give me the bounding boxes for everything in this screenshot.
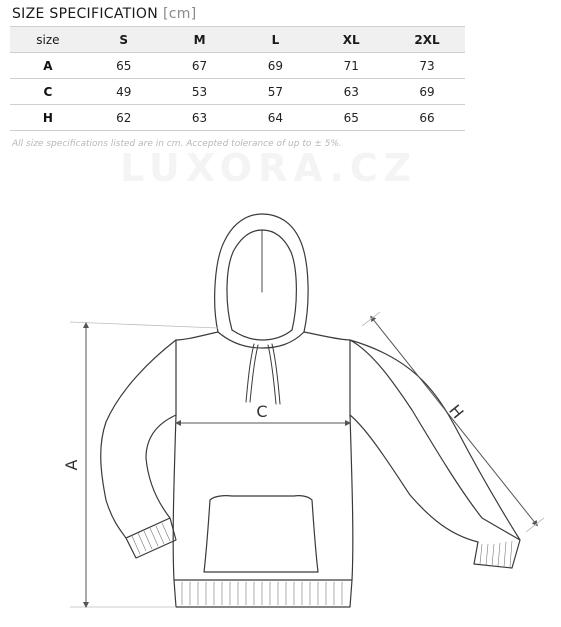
title-main: SIZE SPECIFICATION: [12, 6, 159, 22]
row-label: A: [43, 58, 53, 73]
row-label: C: [43, 84, 53, 99]
table-row-h: [10, 105, 465, 131]
kangaroo-pocket: [204, 496, 318, 572]
column-header-xl: XL: [342, 32, 360, 47]
table-cell: 62: [116, 110, 132, 125]
measurement-c: [178, 402, 348, 423]
hem-band-ribbing: [182, 582, 342, 605]
hoodie-diagram: [0, 200, 561, 620]
table-row-c: [10, 79, 465, 105]
table-cell: 65: [343, 110, 359, 125]
column-header-2xl: 2XL: [414, 32, 440, 47]
measure-c-label: C: [256, 402, 268, 421]
neck-inner: [232, 330, 292, 340]
measure-h-label: H: [445, 400, 468, 423]
table-cell: 63: [191, 110, 208, 125]
table-cell: 49: [116, 84, 132, 99]
size-specification-title: [12, 6, 196, 22]
measure-h-tick-bottom: [526, 518, 544, 532]
size-table: [10, 26, 465, 131]
left-sleeve: [101, 340, 176, 538]
body-outline: [173, 332, 353, 580]
table-row-a: [10, 53, 465, 79]
table-cell: 69: [419, 84, 435, 99]
table-cell: 64: [267, 110, 284, 125]
drawstring-right-2: [268, 345, 276, 404]
measure-a-guide-top: [70, 322, 218, 328]
table-cell: 67: [191, 58, 208, 73]
drawstring-left-2: [250, 345, 258, 402]
table-header-row: [10, 26, 465, 53]
table-cell: 73: [419, 58, 435, 73]
column-header-m: M: [193, 32, 206, 47]
right-cuff-ribbing: [480, 541, 512, 567]
measure-a-label: A: [62, 459, 81, 471]
table-cell: 65: [116, 58, 132, 73]
table-cell: 71: [343, 58, 359, 73]
tolerance-note: All size specifications listed are in cm. Accepted tolerance of up to ± 5%.: [12, 139, 342, 149]
left-cuff-ribbing: [132, 523, 170, 554]
column-header-l: L: [271, 32, 280, 47]
right-sleeve: [350, 340, 520, 540]
title-unit: [cm]: [163, 6, 197, 22]
watermark-logo: LUXORA.CZ: [120, 146, 418, 190]
row-label: H: [42, 110, 53, 125]
column-header-size: size: [36, 32, 60, 47]
table-cell: 66: [419, 110, 435, 125]
measurement-a: [62, 322, 218, 607]
table-cell: 63: [343, 84, 359, 99]
table-cell: 53: [191, 84, 208, 99]
table-cell: 69: [267, 58, 284, 73]
column-header-s: S: [119, 32, 129, 47]
hem-band: [174, 580, 352, 607]
table-cell: 57: [267, 84, 284, 99]
